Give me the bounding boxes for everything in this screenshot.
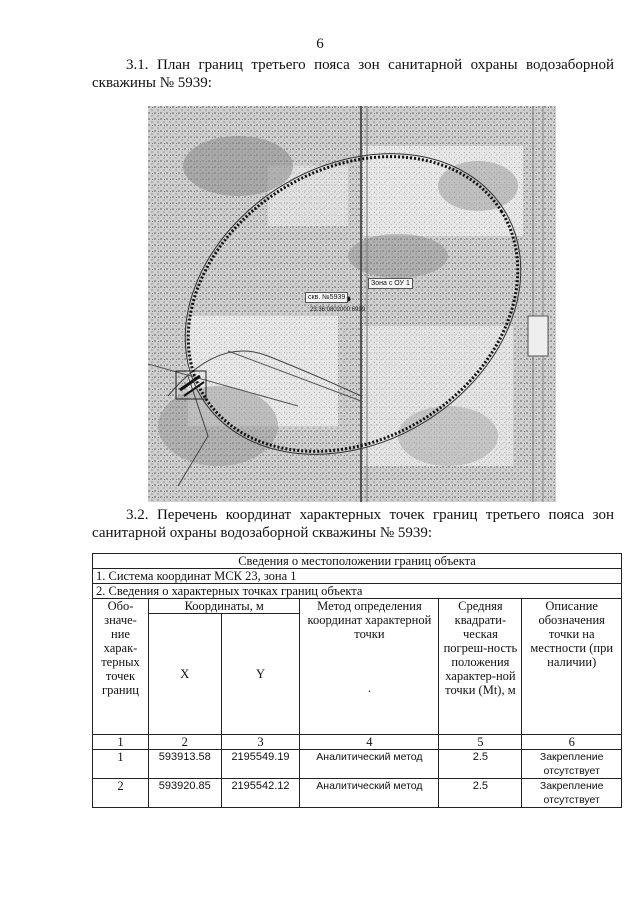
header-designation: Обо-значе-ние харак-терных точек границ [93,599,149,735]
coordinates-table [92,553,622,808]
header-method-text: Метод определения координат характерной точки [307,599,432,641]
table-row [93,750,622,779]
point-number: 1 [93,750,149,779]
table-column-numbers-row [93,735,622,750]
error-value: 2.5 [439,779,522,808]
page-number: 6 [316,36,324,52]
error-value: 2.5 [439,750,522,779]
section-3-1-heading: 3.1. План границ третьего пояса зон санитарной охраны водозаборной скважины № 5939: [92,57,614,91]
cadastral-label: 23:36:0802000:6999 [310,307,366,313]
table-row [93,779,622,808]
map-image [148,106,556,502]
coord-x: 593913.58 [149,750,222,779]
column-number: 6 [522,735,622,750]
table-title: Сведения о местоположении границ объекта [93,554,622,569]
coordinate-system: 1. Система координат МСК 23, зона 1 [93,569,622,584]
column-number: 4 [300,735,439,750]
column-number: 5 [439,735,522,750]
table-points-row [93,584,622,599]
header-coordinates: Координаты, м [149,599,300,614]
coord-y: 2195542.12 [221,779,300,808]
method: Аналитический метод [300,750,439,779]
well-label: скв. №5939 [305,292,348,303]
zone-boundary-map [148,106,556,502]
header-y: Y [221,614,300,735]
coord-x: 593920.85 [149,779,222,808]
points-info: 2. Сведения о характерных точках границ объекта [93,584,622,599]
point-number: 2 [93,779,149,808]
table-system-row [93,569,622,584]
header-method-dot: . [367,681,371,695]
column-number: 1 [93,735,149,750]
method: Аналитический метод [300,779,439,808]
coord-y: 2195549.19 [221,750,300,779]
table-title-row [93,554,622,569]
point-description: Закрепление отсутствует [522,779,622,808]
header-x: X [149,614,222,735]
header-description: Описание обозначения точки на местности (при наличии) [522,599,622,735]
zone-label: Зона с ОУ 1 [368,278,413,289]
table-header-row [93,599,622,614]
header-method [300,599,439,735]
column-number: 2 [149,735,222,750]
column-number: 3 [221,735,300,750]
section-3-2-heading: 3.2. Перечень координат характерных точек границ третьего пояса зон санитарной охраны водозаборной скважины № 5939: [92,507,614,541]
header-error: Средняя квадрати-ческая погреш-ность положения характер-ной точки (Mt), м [439,599,522,735]
point-description: Закрепление отсутствует [522,750,622,779]
